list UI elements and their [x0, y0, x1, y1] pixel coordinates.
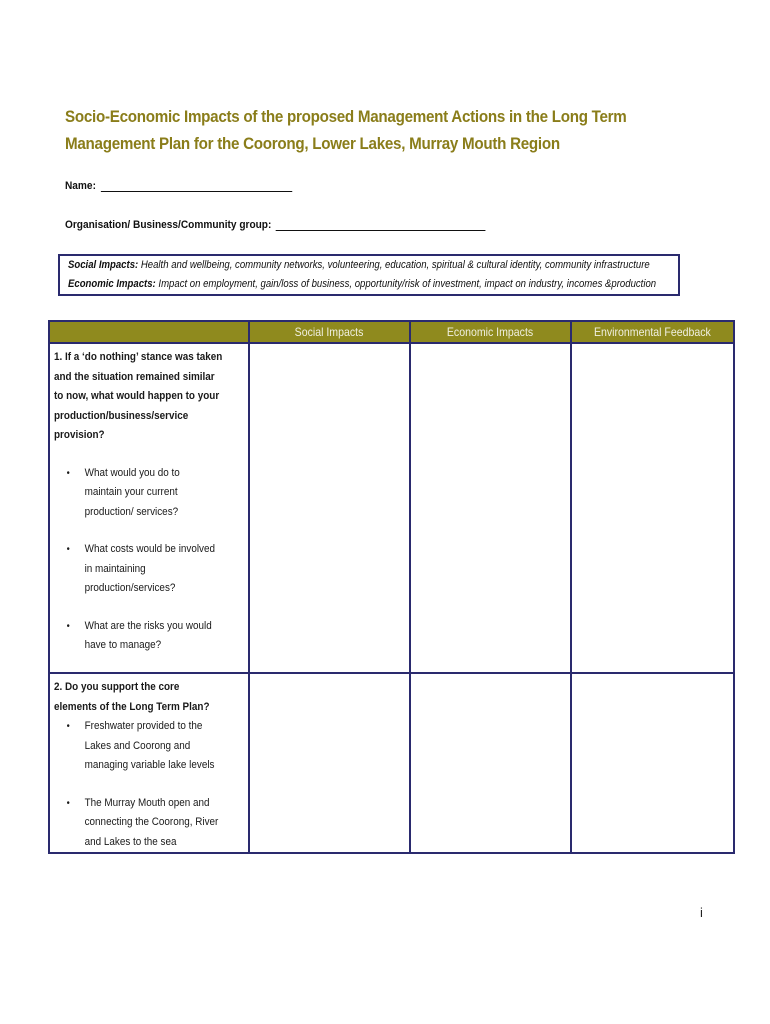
- question-1-text: 1. If a ‘do nothing’ stance was taken and the situation remained similar to now, what would happen to your production/business/service provision?: [54, 351, 223, 441]
- header-environmental-feedback: Environmental Feedback: [571, 321, 734, 343]
- environmental-feedback-answer-cell[interactable]: [571, 673, 734, 853]
- economic-impacts-answer-cell[interactable]: [410, 673, 571, 853]
- economic-definition-text: Impact on employment, gain/loss of business, opportunity/risk of investment, impact on industry, incomes &production: [158, 278, 657, 290]
- organisation-blank-line[interactable]: [276, 230, 486, 231]
- social-definition-text: Health and wellbeing, community networks, volunteering, education, spiritual & cultural identity, community infrastructure: [140, 259, 650, 271]
- name-field: [65, 180, 292, 192]
- table-row: [49, 343, 734, 673]
- header-question-column: [49, 321, 249, 343]
- header-economic-impacts: Economic Impacts: [410, 321, 571, 343]
- organisation-label: Organisation/ Business/Community group:: [65, 219, 272, 231]
- question-cell: [49, 673, 249, 853]
- social-impacts-answer-cell[interactable]: [249, 343, 410, 673]
- social-definition: [68, 256, 650, 275]
- header-social-impacts: Social Impacts: [249, 321, 410, 343]
- question-cell: [49, 343, 249, 673]
- social-impacts-answer-cell[interactable]: [249, 673, 410, 853]
- impacts-table: [48, 320, 735, 854]
- list-item: • What are the risks you would have to manage?: [66, 619, 212, 651]
- page-number: i: [700, 905, 703, 920]
- environmental-feedback-answer-cell[interactable]: [571, 343, 734, 673]
- name-label: Name:: [65, 180, 96, 192]
- list-item: • The Murray Mouth open and connecting the Coorong, River and Lakes to the sea: [66, 796, 219, 848]
- name-blank-line[interactable]: [101, 191, 292, 192]
- question-2-text: 2. Do you support the core elements of the Long Term Plan?: [54, 681, 210, 713]
- list-item: • What would you do to maintain your current production/ services?: [66, 466, 180, 518]
- economic-definition-label: Economic Impacts:: [68, 278, 156, 290]
- table-row: [49, 673, 734, 853]
- list-item: • Freshwater provided to the Lakes and Coorong and managing variable lake levels: [66, 720, 215, 771]
- list-item: • What costs would be involved in maintaining production/services?: [66, 543, 216, 594]
- economic-impacts-answer-cell[interactable]: [410, 343, 571, 673]
- impact-definitions-box: [58, 254, 680, 296]
- page-title: Socio-Economic Impacts of the proposed Management Actions in the Long Term Management Plan for the Coorong, Lower Lakes, Murray Mouth Region: [65, 108, 627, 153]
- social-definition-label: Social Impacts:: [68, 259, 139, 271]
- table-header-row: [49, 321, 734, 343]
- economic-definition: [68, 275, 657, 294]
- organisation-field: [65, 219, 486, 231]
